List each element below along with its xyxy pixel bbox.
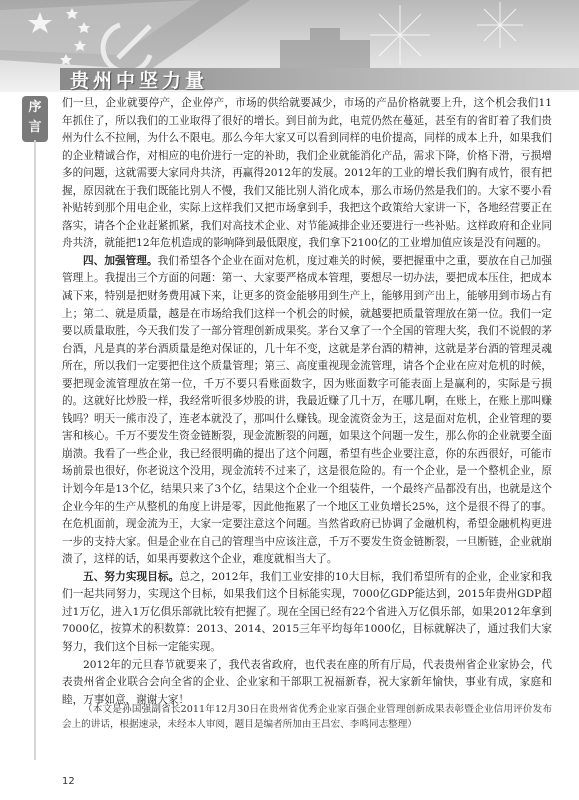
page-number: 12 [62,776,75,787]
side-tab-preface [22,96,48,142]
footnote: （本文是孙国强副省长2011年12月30日在贵州省优秀企业家百强企业管理创新成果表彰暨企业信用评价发布会上的讲话，根据速录，未经本人审阅，题目是编者所加由王昌宏、李鸣同志整理） [62,704,552,730]
paragraph-heading: 四、加强管理。 [83,254,158,267]
paragraph: 们一旦，企业就要停产，企业停产，市场的供给就要减少，市场的产品价格就要上升，这个机会我们11年抓住了，所以我们的工业取得了很好的增长。到目前为此，电荒仍然在蔓延，甚至有的省盯着了我们贵州为什么不拉闸，为什么不限电。那么今年大家又可以看到同样的电价提高，同样的成本上升，如果我们的企业精诚合作，对相应的电价进行一定的补助，我们企业就能消化产品，需求下降，价格下滑，亏损增多的问题，这就需要大家同舟共济，再赢得2012年的发展。2012年的工业的增长我们胸有成竹，很有把握，原因就在于我们既能比别人不慢，我们又能比别人消化成本，那么市场仍然是我们的。大家不要小看补贴转到那个用电企业，实际上这样我们又把市场拿到手，我把这个政策给大家讲一下，各地经营要正在落实，请各个企业赶紧抓紧，我们对高技术企业、对节能减排企业还要进行一些补贴。这样政府和企业同舟共济，就能把12年危机造成的影响降到最低限度，我们拿下2100亿的工业增加值应该是没有问题的。 [62,97,552,250]
fireworks-graphic [370,2,523,65]
paragraph: 四、加强管理。我们希望各个企业在面对危机，度过难关的时候，要把握重中之重，要放在自己加强管理上。我提出三个方面的问题：第一、大家要严格成本管理，要想尽一切办法，要把成本压住，把成本减下来，特别是把财务费用减下来，让更多的资金能够用到生产上，能够用到产出上，能够用到市场占有上；第二、就是质量，越是在市场给我们这样一个机会的时候，就越要把质量管理放在第一位。我们一定要以质量取胜，今天我们发了一部分管理创新成果奖。茅台又拿了一个全国的管理大奖，我们不说假的茅台酒，凡是真的茅台酒质量是绝对保证的，几十年不变，这就是茅台酒的精神，这就是茅台酒的管理灵魂所在，所以我们一定要把住这个质量管理；第三、高度重视现金流管理，请各个企业在应对危机的时候，要把现金流管理放在第一位，千万不要只看账面数字，因为账面数字可能表面上是赢利的，实际是亏损的。这就好比炒股一样，我经常听很多炒股的讲，我最近赚了几十万，在哪儿啊，在账上，在账上那叫赚钱吗？明天一熊市没了，连老本就没了，那叫什么赚钱。现金流资金为王，这是面对危机，企业管理的要害和核心。千万不要发生资金链断裂，现金流断裂的问题，如果这个问题一发生，那么你的企业就要全面崩溃。我看了一些企业，我已经很明确的提出了这个问题，希望有些企业要注意，你的东西很好，可能市场前景也很好，你老说这个没用，现金流转不过来了，这是很危险的。有一个企业，是一个整机企业，原计划今年是13个亿，结果只来了3个亿，结果这个企业一个组装件，一个最终产品都没有出，也就是这个企业今年的生产从整机的角度上讲是零，因此他拖累了一个地区工业负增长25%，这个是很不得了的事。在危机面前，现金流为王，大家一定要注意这个问题。当然省政府已协调了金融机构，希望金融机构更进一步的支持大家。但是企业在自己的管理当中应该注意，千万不要发生资金链断裂，一旦断链，企业就崩溃了，这样的话，如果再要救这个企业，难度就相当大了。 [62,254,552,566]
paragraph-heading: 五、努力实现目标。 [83,570,180,583]
section-title: 贵州中坚力量 [70,70,209,92]
side-tab-label: 序言 [28,100,42,135]
side-divider [34,140,36,760]
article-body [62,95,552,709]
building-graphic [280,28,370,70]
paragraph: 2012年的元旦春节就要来了，我代表省政府，也代表在座的所有厅局，代表贵州省企业家协会，代表贵州省企业联合会向全省的企业、企业家和干部职工祝福新春，祝大家新年愉快，事业有成，家庭和睦，万事如意，谢谢大家！ [62,658,552,706]
paragraph: 五、努力实现目标。总之，2012年，我们工业安排的10大目标，我们希望所有的企业，企业家和我们一起共同努力，实现这个目标，如果我们这个目标能实现，7000亿GDP能达到，2015年贵州GDP超过1万亿，进入1万亿俱乐部就比较有把握了。现在全国已经有22个省进入万亿俱乐部，如果2012年拿到7000亿，按算术的积数算：2013、2014、2015三年平均每年1000亿，目标就解决了，通过我们大家努力，我们这个目标一定能实现。 [62,570,552,653]
